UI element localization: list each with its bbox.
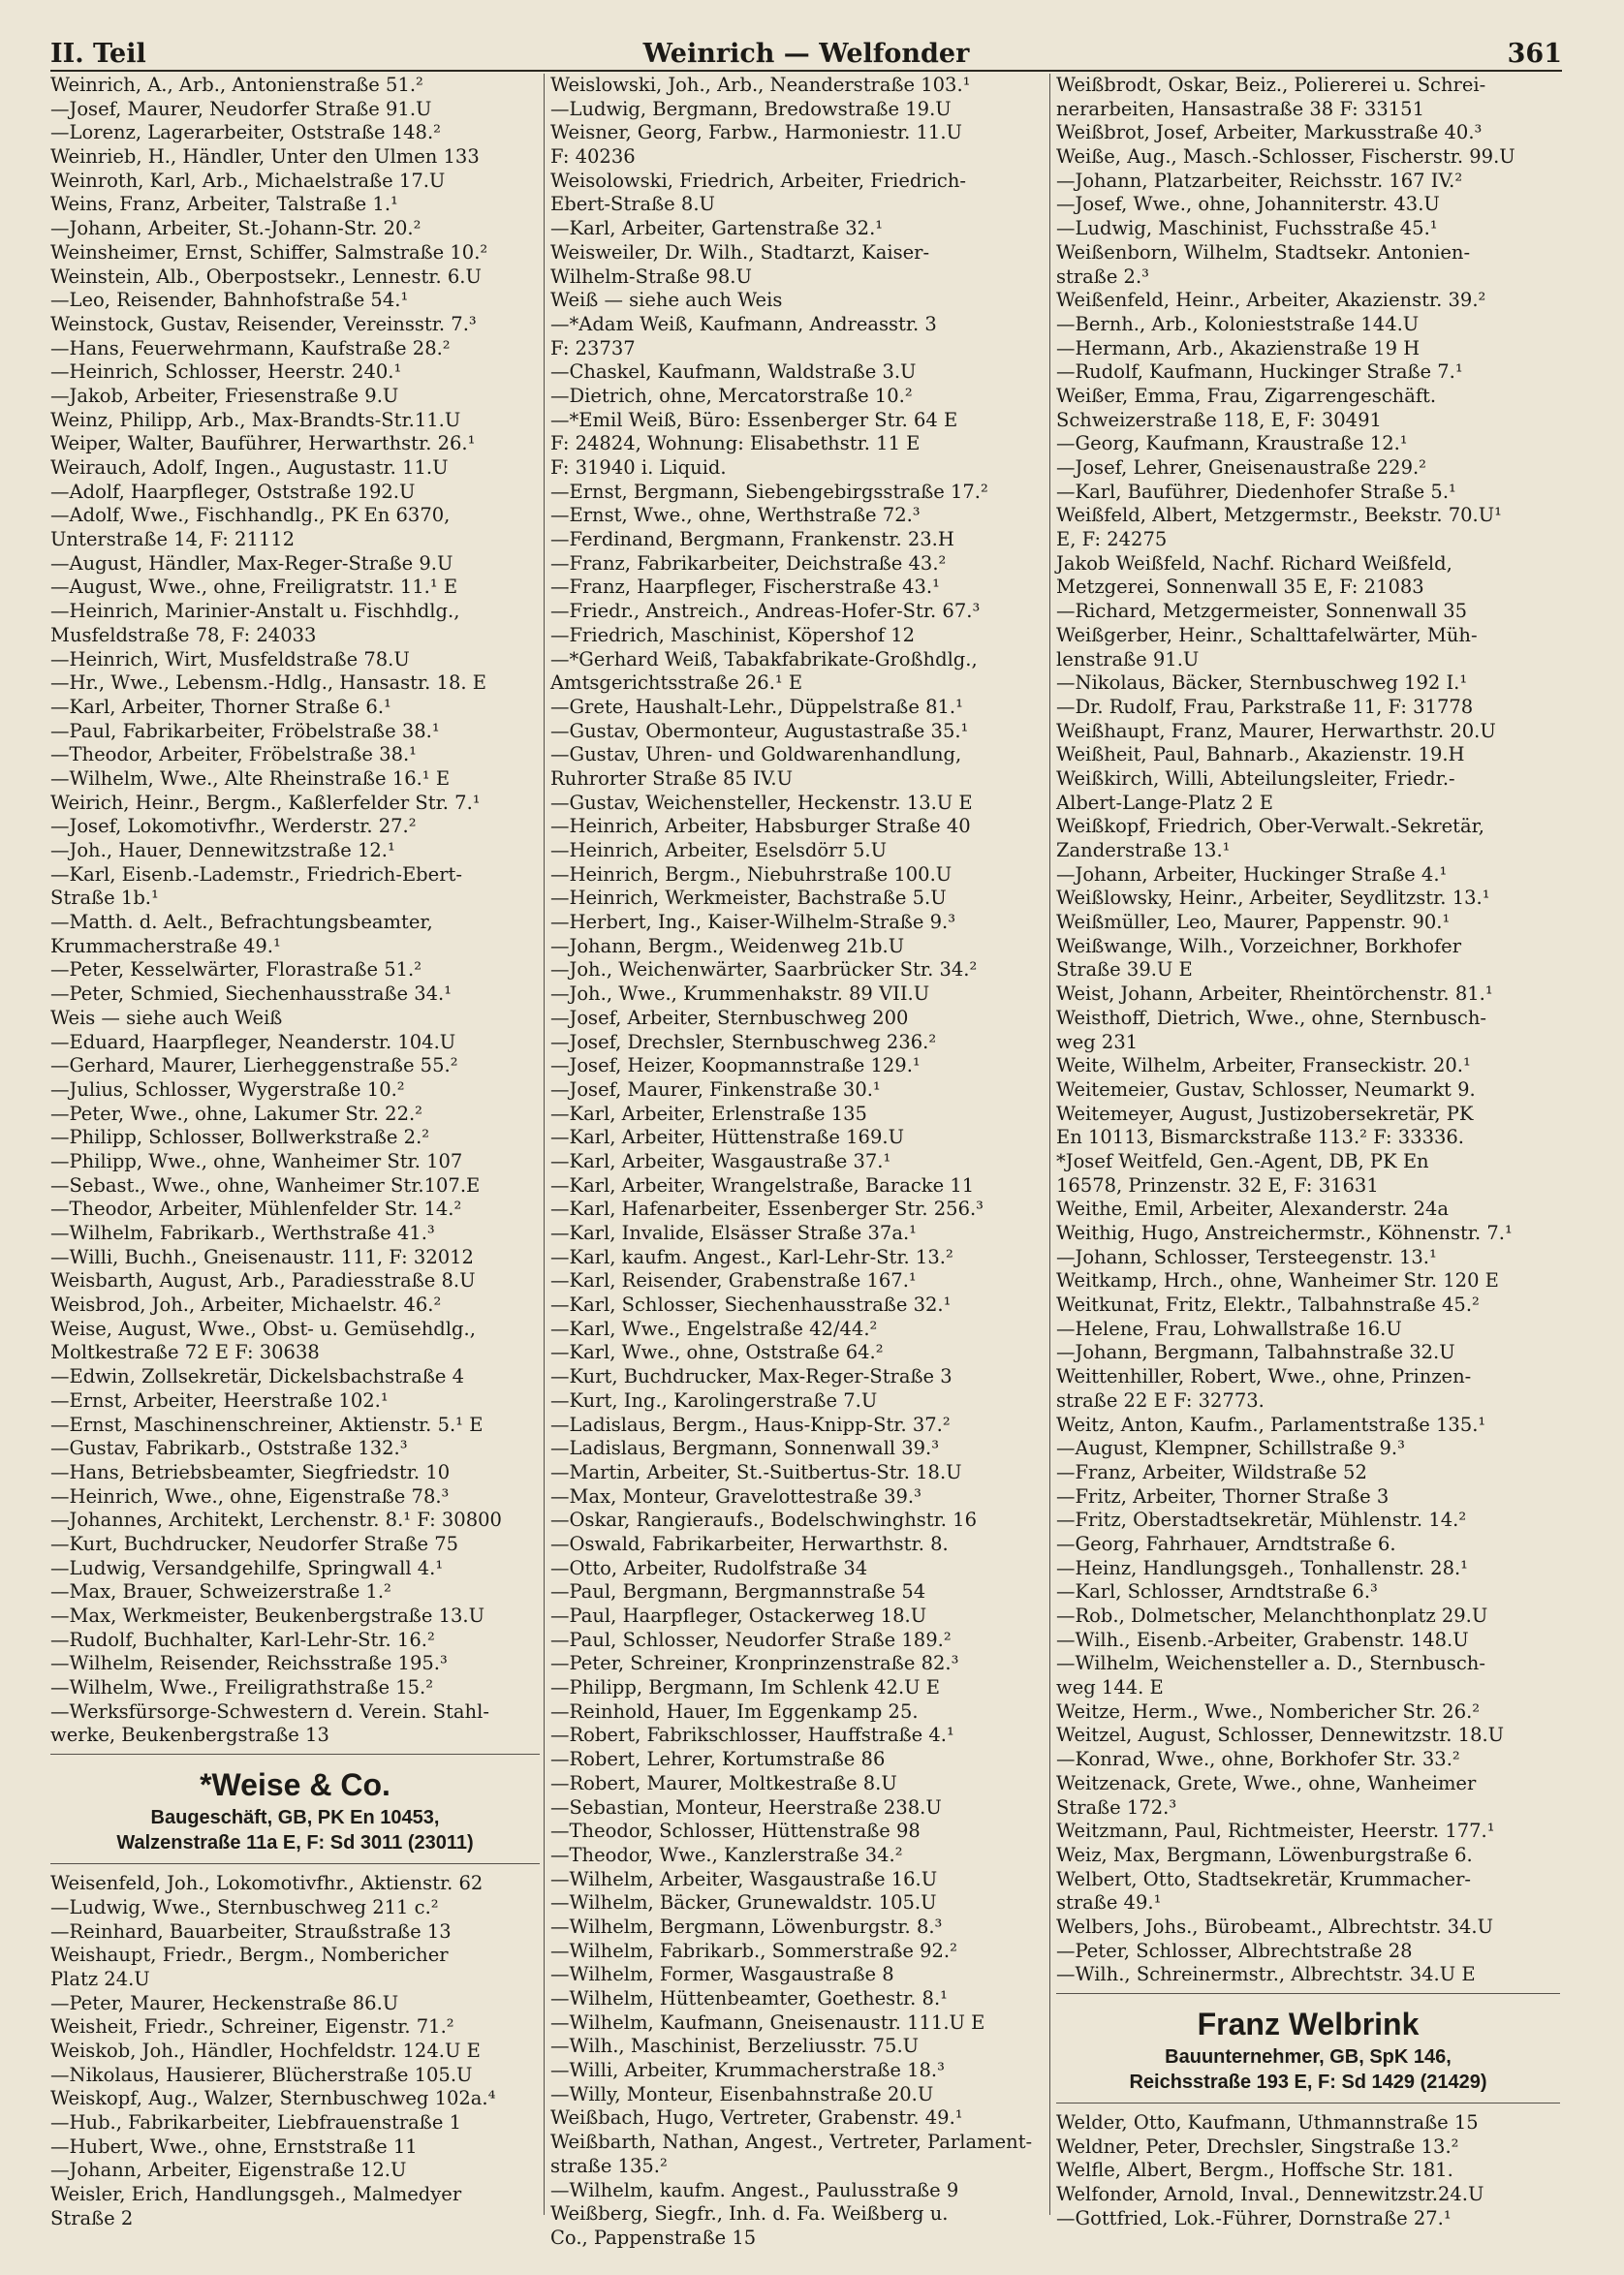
directory-entry: —Wilhelm, Former, Wasgaustraße 8 — [550, 1963, 894, 1986]
directory-entry: —Rob., Dolmetscher, Melanchthonplatz 29.U — [1056, 1605, 1488, 1627]
directory-entry: —Georg, Kaufmann, Kraustraße 12.¹ — [1056, 432, 1408, 455]
directory-entry: Weisheit, Friedr., Schreiner, Eigenstr. 71.² — [50, 2015, 454, 2039]
directory-entry: Amtsgerichtsstraße 26.¹ E — [550, 671, 803, 695]
directory-entry: —Theodor, Wwe., Kanzlerstraße 34.² — [550, 1843, 903, 1866]
directory-entry: —Johann, Arbeiter, Eigenstraße 12.U — [50, 2159, 407, 2182]
directory-entry: —Kurt, Ing., Karolingerstraße 7.U — [550, 1388, 878, 1412]
directory-entry: Straße 2 — [50, 2206, 134, 2229]
directory-entry: —Heinrich, Marinier-Anstalt u. Fischhdlg., — [50, 600, 460, 623]
directory-entry: Weißbach, Hugo, Vertreter, Grabenstr. 49.¹ — [550, 2106, 963, 2130]
directory-entry: —Wilhelm, Fabrikarb., Sommerstraße 92.² — [550, 1939, 957, 1962]
directory-entry: —Robert, Maurer, Moltkestraße 8.U — [550, 1771, 897, 1794]
directory-entry: —Ludwig, Maschinist, Fuchsstraße 45.¹ — [1056, 217, 1438, 240]
directory-entry: —Edwin, Zollsekretär, Dickelsbachstraße 4 — [50, 1365, 465, 1388]
directory-entry: —Peter, Kesselwärter, Florastraße 51.² — [50, 958, 422, 982]
directory-entry: —Adolf, Wwe., Fischhandlg., PK En 6370, — [50, 504, 451, 527]
directory-entry: straße 2.³ — [1056, 265, 1149, 288]
directory-entry: —Josef, Drechsler, Sternbuschweg 236.² — [550, 1030, 937, 1053]
directory-entry: —Heinrich, Arbeiter, Habsburger Straße 40 — [550, 815, 971, 838]
directory-entry: —Friedr., Anstreich., Andreas-Hofer-Str. 67.³ — [550, 600, 981, 623]
directory-entry: —Friedrich, Maschinist, Köpershof 12 — [550, 623, 916, 646]
directory-entry: —Willi, Buchh., Gneisenaustr. 111, F: 32012 — [50, 1245, 474, 1268]
directory-entry: Zanderstraße 13.¹ — [1056, 839, 1231, 861]
directory-entry: —August, Klempner, Schillstraße 9.³ — [1056, 1437, 1405, 1460]
directory-entry: —Franz, Fabrikarbeiter, Deichstraße 43.² — [550, 551, 947, 575]
directory-entry: Weitemeier, Gustav, Schlosser, Neumarkt 9. — [1056, 1077, 1476, 1101]
directory-entry: werke, Beukenbergstraße 13 — [50, 1724, 329, 1747]
directory-entry: Weisler, Erich, Handlungsgeh., Malmedyer — [50, 2183, 462, 2206]
directory-entry: F: 40236 — [550, 145, 636, 169]
directory-entry: —Richard, Metzgermeister, Sonnenwall 35 — [1056, 600, 1468, 623]
directory-entry: lenstraße 91.U — [1056, 647, 1200, 670]
divider — [50, 1863, 540, 1864]
directory-entry: Weiskopf, Aug., Walzer, Sternbuschweg 102a.⁴ — [50, 2087, 496, 2110]
directory-entry: —Gustav, Fabrikarb., Oststraße 132.³ — [50, 1437, 408, 1460]
ad-title: Franz Welbrink — [1197, 2007, 1420, 2041]
directory-entry: —Karl, kaufm. Angest., Karl-Lehr-Str. 13.² — [550, 1245, 953, 1268]
directory-entry: Weithe, Emil, Arbeiter, Alexanderstr. 24a — [1056, 1198, 1450, 1221]
directory-entry: —Josef, Wwe., ohne, Johanniterstr. 43.U — [1056, 193, 1440, 216]
directory-entry: Albert-Lange-Platz 2 E — [1056, 791, 1273, 814]
directory-entry: Schweizerstraße 118, E, F: 30491 — [1056, 408, 1382, 431]
directory-entry: —Karl, Schlosser, Siechenhausstraße 32.¹ — [550, 1293, 952, 1317]
directory-entry: —Martin, Arbeiter, St.-Suitbertus-Str. 18.U — [550, 1460, 962, 1483]
directory-entry: —Dietrich, ohne, Mercatorstraße 10.² — [550, 384, 913, 407]
directory-entry: Welbers, Johs., Bürobeamt., Albrechtstr. 34.U — [1056, 1915, 1494, 1938]
directory-entry: —Johann, Bergmann, Talbahnstraße 32.U — [1056, 1341, 1455, 1364]
directory-entry: —Wilh., Eisenb.-Arbeiter, Grabenstr. 148.U — [1056, 1628, 1469, 1651]
directory-entry: —Josef, Lokomotivfhr., Werderstr. 27.² — [50, 815, 417, 838]
directory-entry: F: 24824, Wohnung: Elisabethstr. 11 E — [550, 432, 921, 455]
directory-entry: Weirauch, Adolf, Ingen., Augustastr. 11.U — [50, 456, 449, 479]
entry-list — [50, 1872, 540, 2230]
directory-entry: weg 231 — [1056, 1030, 1139, 1053]
directory-entry: —Otto, Arbeiter, Rudolfstraße 34 — [550, 1556, 868, 1579]
directory-entry: Weins, Franz, Arbeiter, Talstraße 1.¹ — [50, 193, 398, 216]
directory-entry: —Willi, Arbeiter, Krummacherstraße 18.³ — [550, 2059, 945, 2082]
directory-entry: —Heinrich, Wirt, Musfeldstraße 78.U — [50, 647, 410, 670]
directory-entry: —Philipp, Bergmann, Im Schlenk 42.U E — [550, 1676, 941, 1699]
directory-entry: —Ladislaus, Bergm., Haus-Knipp-Str. 37.² — [550, 1413, 951, 1436]
directory-entry: *Josef Weitfeld, Gen.-Agent, DB, PK En — [1056, 1149, 1429, 1172]
directory-entry: —Chaskel, Kaufmann, Waldstraße 3.U — [550, 360, 917, 384]
running-head: Weinrich — Welfonder — [642, 39, 970, 69]
directory-entry: Weinroth, Karl, Arb., Michaelstraße 17.U — [50, 169, 446, 192]
directory-entry: —Gerhard, Maurer, Lierheggenstraße 55.² — [50, 1054, 458, 1077]
directory-entry: Weisbrod, Joh., Arbeiter, Michaelstr. 46.² — [50, 1293, 442, 1317]
directory-entry: Weißberg, Siegfr., Inh. d. Fa. Weißberg u. — [550, 2202, 949, 2226]
directory-entry: —Herbert, Ing., Kaiser-Wilhelm-Straße 9.³ — [550, 911, 956, 934]
directory-entry: Weißfeld, Albert, Metzgermstr., Beekstr. 70.U¹ — [1056, 504, 1503, 527]
directory-entry: Metzgerei, Sonnenwall 35 E, F: 21083 — [1056, 576, 1424, 599]
directory-entry: —Lorenz, Lagerarbeiter, Oststraße 148.² — [50, 121, 441, 144]
page-number: 361 — [1507, 39, 1562, 69]
directory-entry: —Wilh., Maschinist, Berzeliusstr. 75.U — [550, 2035, 920, 2058]
directory-entry: —Karl, Arbeiter, Wasgaustraße 37.¹ — [550, 1149, 891, 1172]
directory-entry: 16578, Prinzenstr. 32 E, F: 31631 — [1056, 1173, 1379, 1197]
directory-entry: Weisweiler, Dr. Wilh., Stadtarzt, Kaiser- — [550, 240, 930, 264]
directory-entry: —Adolf, Haarpfleger, Oststraße 192.U — [50, 480, 416, 503]
directory-entry: —Georg, Fahrhauer, Arndtstraße 6. — [1056, 1532, 1396, 1555]
directory-entry: Weiß — siehe auch Weis — [550, 289, 783, 312]
directory-entry: —Theodor, Schlosser, Hüttenstraße 98 — [550, 1820, 921, 1843]
directory-entry: —Josef, Lehrer, Gneisenaustraße 229.² — [1056, 456, 1427, 479]
directory-entry: —Josef, Maurer, Neudorfer Straße 91.U — [50, 97, 432, 120]
directory-entry: —Konrad, Wwe., ohne, Borkhofer Str. 33.² — [1056, 1748, 1460, 1771]
directory-entry: —Willy, Monteur, Eisenbahnstraße 20.U — [550, 2082, 934, 2105]
divider — [1056, 1993, 1560, 1994]
directory-entry: Welfonder, Arnold, Inval., Dennewitzstr.24.U — [1056, 2183, 1484, 2206]
directory-entry: —Wilh., Schreinermstr., Albrechtstr. 34.U E — [1056, 1963, 1476, 1986]
directory-entry: Weinstein, Alb., Oberpostsekr., Lennestr. 6.U — [50, 265, 482, 288]
directory-entry: —Josef, Arbeiter, Sternbuschweg 200 — [550, 1006, 909, 1029]
directory-entry: —Karl, Invalide, Elsässer Straße 37a.¹ — [550, 1222, 917, 1244]
directory-entry: Weinstock, Gustav, Reisender, Vereinsstr. 7.³ — [50, 312, 477, 335]
directory-entry: —Eduard, Haarpfleger, Neanderstr. 104.U — [50, 1030, 456, 1053]
directory-entry: Weisolowski, Friedrich, Arbeiter, Friedrich- — [550, 169, 966, 192]
directory-entry: —Franz, Haarpfleger, Fischerstraße 43.¹ — [550, 576, 940, 599]
directory-entry: Weißheit, Paul, Bahnarb., Akazienstr. 19.H — [1056, 743, 1465, 766]
directory-entry: Welfle, Albert, Bergm., Hoffsche Str. 181. — [1056, 2159, 1453, 2182]
directory-entry: —*Gerhard Weiß, Tabakfabrikate-Großhdlg., — [550, 647, 978, 670]
directory-entry: —*Emil Weiß, Büro: Essenberger Str. 64 E — [550, 408, 958, 431]
directory-entry: Straße 1b.¹ — [50, 887, 159, 910]
directory-entry: —Johann, Bergm., Weidenweg 21b.U — [550, 934, 905, 957]
directory-entry: —Ernst, Bergmann, Siebengebirgsstraße 17.² — [550, 480, 988, 503]
directory-entry: Weißer, Emma, Frau, Zigarrengeschäft. — [1056, 384, 1437, 407]
directory-entry: nerarbeiten, Hansastraße 38 F: 33151 — [1056, 97, 1424, 120]
directory-entry: —Ernst, Arbeiter, Heerstraße 102.¹ — [50, 1388, 389, 1412]
directory-entry: —Johann, Platzarbeiter, Reichsstr. 167 IV.² — [1056, 169, 1463, 192]
directory-entry: Weißlowsky, Heinr., Arbeiter, Seydlitzstr. 13.¹ — [1056, 887, 1490, 910]
directory-entry: Weist, Johann, Arbeiter, Rheintörchenstr. 81.¹ — [1056, 982, 1493, 1006]
directory-entry: —Jakob, Arbeiter, Friesenstraße 9.U — [50, 384, 399, 407]
directory-entry: F: 31940 i. Liquid. — [550, 456, 727, 479]
directory-entry: —Oswald, Fabrikarbeiter, Herwarthstr. 8. — [550, 1532, 949, 1555]
entry-list — [1056, 74, 1560, 1987]
directory-entry: —Gustav, Uhren- und Goldwarenhandlung, — [550, 743, 962, 766]
directory-entry: E, F: 24275 — [1056, 528, 1168, 551]
directory-entry: —Peter, Schlosser, Albrechtstraße 28 — [1056, 1939, 1413, 1962]
directory-entry: —Rudolf, Buchhalter, Karl-Lehr-Str. 16.² — [50, 1628, 435, 1651]
directory-entry: Weißbrot, Josef, Arbeiter, Markusstraße 40.³ — [1056, 121, 1483, 144]
advertisement-weise-co — [50, 1764, 540, 1855]
directory-entry: Welder, Otto, Kaufmann, Uthmannstraße 15 — [1056, 2111, 1479, 2134]
directory-entry: —Heinz, Handlungsgeh., Tonhallenstr. 28.¹ — [1056, 1556, 1469, 1579]
directory-entry: —Paul, Fabrikarbeiter, Fröbelstraße 38.¹ — [50, 719, 440, 742]
column-3 — [1056, 74, 1560, 2229]
directory-entry: Jakob Weißfeld, Nachf. Richard Weißfeld, — [1056, 551, 1452, 575]
directory-entry: —Nikolaus, Bäcker, Sternbuschweg 192 I.¹ — [1056, 671, 1468, 695]
directory-entry: Weiz, Max, Bergmann, Löwenburgstraße 6. — [1056, 1843, 1473, 1866]
directory-entry: —Wilhelm, Fabrikarb., Werthstraße 41.³ — [50, 1222, 435, 1244]
directory-entry: —Joh., Hauer, Dennewitzstraße 12.¹ — [50, 839, 395, 861]
directory-entry: —Karl, Wwe., Engelstraße 42/44.² — [550, 1317, 878, 1340]
directory-entry: Weldner, Peter, Drechsler, Singstraße 13.² — [1056, 2135, 1459, 2158]
directory-entry: —Wilhelm, Hüttenbeamter, Goethestr. 8.¹ — [550, 1987, 948, 2010]
directory-entry: Musfeldstraße 78, F: 24033 — [50, 623, 317, 646]
directory-entry: —Leo, Reisender, Bahnhofstraße 54.¹ — [50, 289, 409, 312]
divider — [1056, 2103, 1560, 2104]
directory-entry: straße 49.¹ — [1056, 1891, 1162, 1915]
directory-entry: Weißhaupt, Franz, Maurer, Herwarthstr. 20.U — [1056, 719, 1496, 742]
directory-entry: —Karl, Arbeiter, Hüttenstraße 169.U — [550, 1126, 905, 1149]
directory-entry: —Fritz, Oberstadtsekretär, Mühlenstr. 14.² — [1056, 1509, 1467, 1532]
directory-entry: —Paul, Schlosser, Neudorfer Straße 189.² — [550, 1628, 952, 1651]
ad-line: Baugeschäft, GB, PK En 10453, — [150, 1807, 440, 1829]
directory-entry: —Gottfried, Lok.-Führer, Dornstraße 27.¹ — [1056, 2206, 1452, 2229]
directory-entry: Ruhrorter Straße 85 IV.U — [550, 766, 794, 790]
directory-entry: —Hubert, Wwe., ohne, Ernststraße 11 — [50, 2135, 418, 2158]
directory-entry: —Bernh., Arb., Kolonieststraße 144.U — [1056, 312, 1420, 335]
directory-entry: Weitzmann, Paul, Richtmeister, Heerstr. 177.¹ — [1056, 1820, 1495, 1843]
directory-entry: Moltkestraße 72 E F: 30638 — [50, 1341, 320, 1364]
directory-entry: —Grete, Haushalt-Lehr., Düppelstraße 81.¹ — [550, 695, 963, 718]
directory-entry: —Fritz, Arbeiter, Thorner Straße 3 — [1056, 1484, 1390, 1508]
directory-entry: —Ernst, Maschinenschreiner, Aktienstr. 5.¹ E — [50, 1413, 484, 1436]
part-label: II. Teil — [50, 39, 146, 69]
directory-entry: —*Adam Weiß, Kaufmann, Andreasstr. 3 — [550, 312, 937, 335]
directory-entry: Weiper, Walter, Bauführer, Herwarthstr. 26.¹ — [50, 432, 476, 455]
directory-entry: —Karl, Arbeiter, Thorner Straße 6.¹ — [50, 695, 391, 718]
directory-entry: Weißenborn, Wilhelm, Stadtsekr. Antonien- — [1056, 240, 1471, 264]
directory-entry: —Werksfürsorge-Schwestern d. Verein. Stahl- — [50, 1699, 489, 1723]
directory-entry: —Theodor, Arbeiter, Fröbelstraße 38.¹ — [50, 743, 417, 766]
directory-entry: Weisner, Georg, Farbw., Harmoniestr. 11.U — [550, 121, 962, 144]
directory-entry: Weißbarth, Nathan, Angest., Vertreter, Parlament- — [550, 2131, 1033, 2154]
directory-entry: —Karl, Arbeiter, Wrangelstraße, Baracke 11 — [550, 1173, 975, 1197]
directory-entry: —Karl, Arbeiter, Erlenstraße 135 — [550, 1102, 867, 1125]
directory-entry: Weitemeyer, August, Justizobersekretär, PK — [1056, 1102, 1474, 1125]
directory-entry: Weinrich, A., Arb., Antonienstraße 51.² — [50, 74, 423, 96]
directory-entry: —Hr., Wwe., Lebensm.-Hdlg., Hansastr. 18. E — [50, 671, 486, 695]
column-2 — [550, 74, 1045, 2249]
directory-entry: F: 23737 — [550, 336, 636, 359]
directory-entry: —Dr. Rudolf, Frau, Parkstraße 11, F: 31778 — [1056, 695, 1474, 718]
ad-line: Reichsstraße 193 E, F: Sd 1429 (21429) — [1129, 2072, 1487, 2093]
directory-entry: —Ernst, Wwe., ohne, Werthstraße 72.³ — [550, 504, 921, 527]
directory-entry: —Theodor, Arbeiter, Mühlenfelder Str. 14.² — [50, 1198, 462, 1221]
entry-list — [1056, 2111, 1560, 2230]
directory-entry: —Wilhelm, kaufm. Angest., Paulusstraße 9 — [550, 2178, 959, 2201]
directory-entry: —Ludwig, Versandgehilfe, Springwall 4.¹ — [50, 1556, 444, 1579]
directory-entry: Weißgerber, Heinr., Schalttafelwärter, Müh- — [1056, 623, 1478, 646]
directory-entry: —Nikolaus, Hausierer, Blücherstraße 105.U — [50, 2063, 473, 2086]
directory-entry: —Wilhelm, Arbeiter, Wasgaustraße 16.U — [550, 1867, 938, 1890]
directory-entry: —Karl, Schlosser, Arndtstraße 6.³ — [1056, 1580, 1378, 1604]
directory-entry: —Johann, Schlosser, Tersteegenstr. 13.¹ — [1056, 1245, 1437, 1268]
directory-entry: Weis — siehe auch Weiß — [50, 1006, 283, 1029]
directory-entry: —Wilhelm, Weichensteller a. D., Sternbusch- — [1056, 1652, 1485, 1675]
directory-entry: —Josef, Maurer, Finkenstraße 30.¹ — [550, 1077, 881, 1101]
directory-entry: —Helene, Frau, Lohwallstraße 16.U — [1056, 1317, 1402, 1340]
directory-entry: Weite, Wilhelm, Arbeiter, Franseckistr. 20.¹ — [1056, 1054, 1471, 1077]
directory-entry: —Robert, Lehrer, Kortumstraße 86 — [550, 1748, 886, 1771]
directory-entry: Weitze, Herm., Wwe., Nombericher Str. 26.² — [1056, 1699, 1481, 1723]
directory-entry: —Reinhard, Bauarbeiter, Straußstraße 13 — [50, 1919, 452, 1943]
entry-list — [50, 74, 540, 1748]
directory-entry: —Max, Werkmeister, Beukenbergstraße 13.U — [50, 1605, 485, 1627]
directory-entry: straße 135.² — [550, 2154, 668, 2177]
page-header — [50, 39, 1562, 72]
directory-entry: straße 22 E F: 32773. — [1056, 1388, 1265, 1412]
directory-entry: Weinsheimer, Ernst, Schiffer, Salmstraße 10.² — [50, 240, 488, 264]
directory-entry: Weirich, Heinr., Bergm., Kaßlerfelder Str. 7.¹ — [50, 791, 481, 814]
directory-entry: Weißkirch, Willi, Abteilungsleiter, Friedr.- — [1056, 766, 1455, 790]
column-1 — [50, 74, 540, 2229]
directory-entry: —Philipp, Wwe., ohne, Wanheimer Str. 107 — [50, 1149, 463, 1172]
directory-entry: —Paul, Haarpfleger, Ostackerweg 18.U — [550, 1605, 927, 1627]
directory-entry: —Hans, Feuerwehrmann, Kaufstraße 28.² — [50, 336, 451, 359]
directory-entry: Straße 39.U E — [1056, 958, 1193, 982]
directory-entry: —Wilhelm, Reisender, Reichsstraße 195.³ — [50, 1652, 448, 1675]
directory-entry: —Kurt, Buchdrucker, Neudorfer Straße 75 — [50, 1532, 459, 1555]
directory-entry: —Gustav, Obermonteur, Augustastraße 35.¹ — [550, 719, 969, 742]
directory-entry: Ebert-Straße 8.U — [550, 193, 715, 216]
directory-entry: —Franz, Arbeiter, Wildstraße 52 — [1056, 1460, 1367, 1483]
directory-entry: Weise, August, Wwe., Obst- u. Gemüsehdlg., — [50, 1317, 476, 1340]
directory-entry: —Wilhelm, Bergmann, Löwenburgstr. 8.³ — [550, 1915, 943, 1938]
directory-entry: —Hermann, Arb., Akazienstraße 19 H — [1056, 336, 1421, 359]
directory-entry: Weisenfeld, Joh., Lokomotivfhr., Aktienstr. 62 — [50, 1872, 484, 1895]
directory-entry: —Rudolf, Kaufmann, Huckinger Straße 7.¹ — [1056, 360, 1463, 384]
directory-entry: Unterstraße 14, F: 21112 — [50, 528, 296, 551]
column-divider — [1049, 74, 1050, 2215]
directory-entry: —Max, Monteur, Gravelottestraße 39.³ — [550, 1484, 921, 1508]
directory-entry: —Karl, Arbeiter, Gartenstraße 32.¹ — [550, 217, 884, 240]
directory-entry: —Gustav, Weichensteller, Heckenstr. 13.U E — [550, 791, 973, 814]
directory-entry: En 10113, Bismarckstraße 113.² F: 33336. — [1056, 1126, 1464, 1149]
directory-entry: Weißbrodt, Oskar, Beiz., Poliererei u. Schrei- — [1056, 74, 1486, 96]
directory-entry: Krummacherstraße 49.¹ — [50, 934, 281, 957]
directory-entry: —Karl, Bauführer, Diedenhofer Straße 5.¹ — [1056, 480, 1456, 503]
directory-entry: —Joh., Weichenwärter, Saarbrücker Str. 34.² — [550, 958, 978, 982]
column-divider — [544, 74, 545, 2215]
directory-entry: —Peter, Maurer, Heckenstraße 86.U — [50, 1991, 399, 2014]
directory-entry: —Reinhold, Hauer, Im Eggenkamp 25. — [550, 1699, 919, 1723]
directory-entry: Weisbarth, August, Arb., Paradiesstraße 8.U — [50, 1269, 476, 1293]
directory-entry: Wilhelm-Straße 98.U — [550, 265, 752, 288]
directory-entry: —August, Händler, Max-Reger-Straße 9.U — [50, 551, 453, 575]
divider — [50, 1754, 540, 1755]
directory-entry: —Johannes, Architekt, Lerchenstr. 8.¹ F: 30800 — [50, 1509, 502, 1532]
directory-entry: —August, Wwe., ohne, Freiligratstr. 11.¹ E — [50, 576, 458, 599]
directory-entry: —Ferdinand, Bergmann, Frankenstr. 23.H — [550, 528, 954, 551]
directory-entry: Weinrieb, H., Händler, Unter den Ulmen 133 — [50, 145, 480, 169]
directory-entry: —Johann, Arbeiter, St.-Johann-Str. 20.² — [50, 217, 422, 240]
directory-entry: —Ludwig, Wwe., Sternbuschweg 211 c.² — [50, 1895, 439, 1918]
directory-entry: Weisthoff, Dietrich, Wwe., ohne, Sternbusch- — [1056, 1006, 1487, 1029]
directory-entry: Weitkunat, Fritz, Elektr., Talbahnstraße 45.² — [1056, 1293, 1480, 1317]
directory-entry: —Wilhelm, Kaufmann, Gneisenaustr. 111.U E — [550, 2010, 985, 2034]
directory-entry: Platz 24.U — [50, 1967, 150, 1990]
directory-entry: —Matth. d. Aelt., Befrachtungsbeamter, — [50, 911, 433, 934]
directory-entry: —Ludwig, Bergmann, Bredowstraße 19.U — [550, 97, 952, 120]
directory-entry: —Wilhelm, Bäcker, Grunewaldstr. 105.U — [550, 1891, 937, 1915]
advertisement-franz-welbrink — [1056, 2004, 1560, 2095]
directory-entry: Straße 172.³ — [1056, 1795, 1177, 1819]
directory-entry: —Heinrich, Schlosser, Heerstr. 240.¹ — [50, 360, 402, 384]
directory-entry: Welbert, Otto, Stadtsekretär, Krummacher- — [1056, 1867, 1471, 1890]
ad-line: Walzenstraße 11a E, F: Sd 3011 (23011) — [116, 1832, 474, 1854]
directory-entry: —Karl, Eisenb.-Lademstr., Friedrich-Ebert- — [50, 862, 462, 886]
directory-entry: —Heinrich, Werkmeister, Bachstraße 5.U — [550, 887, 947, 910]
directory-entry: —Johann, Arbeiter, Huckinger Straße 4.¹ — [1056, 862, 1448, 886]
directory-entry: —Robert, Fabrikschlosser, Hauffstraße 4.¹ — [550, 1724, 954, 1747]
directory-entry: —Karl, Hafenarbeiter, Essenberger Str. 256.³ — [550, 1198, 984, 1221]
directory-entry: Co., Pappenstraße 15 — [550, 2226, 757, 2249]
directory-entry: —Peter, Schmied, Siechenhausstraße 34.¹ — [50, 982, 453, 1006]
directory-entry: —Hans, Betriebsbeamter, Siegfriedstr. 10 — [50, 1460, 451, 1483]
directory-entry: Weißmüller, Leo, Maurer, Pappenstr. 90.¹ — [1056, 911, 1451, 934]
directory-entry: —Ladislaus, Bergmann, Sonnenwall 39.³ — [550, 1437, 940, 1460]
directory-entry: Weißwange, Wilh., Vorzeichner, Borkhofer — [1056, 934, 1462, 957]
directory-entry: —Josef, Heizer, Koopmannstraße 129.¹ — [550, 1054, 921, 1077]
ad-line: Bauunternehmer, GB, SpK 146, — [1165, 2046, 1452, 2068]
directory-entry: —Heinrich, Wwe., ohne, Eigenstraße 78.³ — [50, 1484, 450, 1508]
directory-entry: Weishaupt, Friedr., Bergm., Nombericher — [50, 1944, 449, 1967]
directory-entry: —Wilhelm, Wwe., Freiligrathstraße 15.² — [50, 1676, 434, 1699]
directory-entry: —Peter, Wwe., ohne, Lakumer Str. 22.² — [50, 1102, 423, 1125]
directory-entry: Weislowski, Joh., Arb., Neanderstraße 103.¹ — [550, 74, 971, 96]
directory-entry: —Heinrich, Bergm., Niebuhrstraße 100.U — [550, 862, 953, 886]
directory-entry: Weitzenack, Grete, Wwe., ohne, Wanheimer — [1056, 1771, 1477, 1794]
directory-entry: —Peter, Schreiner, Kronprinzenstraße 82.³ — [550, 1652, 959, 1675]
directory-entry: Weiße, Aug., Masch.-Schlosser, Fischerstr. 99.U — [1056, 145, 1515, 169]
directory-entry: Weitz, Anton, Kaufm., Parlamentstraße 135.¹ — [1056, 1413, 1486, 1436]
directory-entry: —Wilhelm, Wwe., Alte Rheinstraße 16.¹ E — [50, 766, 451, 790]
directory-entry: —Philipp, Schlosser, Bollwerkstraße 2.² — [50, 1126, 430, 1149]
directory-entry: —Heinrich, Arbeiter, Eselsdörr 5.U — [550, 839, 888, 861]
directory-entry: Weitzel, August, Schlosser, Dennewitzstr. 18.U — [1056, 1724, 1505, 1747]
directory-entry: —Sebastian, Monteur, Heerstraße 238.U — [550, 1795, 942, 1819]
directory-entry: —Sebast., Wwe., ohne, Wanheimer Str.107.E — [50, 1173, 481, 1197]
directory-entry: Weiskob, Joh., Händler, Hochfeldstr. 124.U E — [50, 2039, 481, 2062]
directory-entry: —Oskar, Rangieraufs., Bodelschwinghstr. 16 — [550, 1509, 977, 1532]
directory-entry: —Karl, Reisender, Grabenstraße 167.¹ — [550, 1269, 917, 1293]
directory-entry: —Joh., Wwe., Krummenhakstr. 89 VII.U — [550, 982, 930, 1006]
directory-entry: —Julius, Schlosser, Wygerstraße 10.² — [50, 1077, 405, 1101]
entry-list — [550, 74, 1045, 2251]
directory-entry: —Hub., Fabrikarbeiter, Liebfrauenstraße 1 — [50, 2111, 461, 2134]
directory-entry: —Kurt, Buchdrucker, Max-Reger-Straße 3 — [550, 1365, 953, 1388]
directory-entry: Weißenfeld, Heinr., Arbeiter, Akazienstr. 39.² — [1056, 289, 1486, 312]
directory-entry: weg 144. E — [1056, 1676, 1164, 1699]
directory-entry: —Paul, Bergmann, Bergmannstraße 54 — [550, 1580, 926, 1604]
directory-entry: —Karl, Wwe., ohne, Oststraße 64.² — [550, 1341, 884, 1364]
directory-entry: Weithig, Hugo, Anstreichermstr., Köhnenstr. 7.¹ — [1056, 1222, 1513, 1244]
directory-entry: Weitkamp, Hrch., ohne, Wanheimer Str. 120 E — [1056, 1269, 1499, 1293]
directory-entry: —Max, Brauer, Schweizerstraße 1.² — [50, 1580, 391, 1604]
directory-entry: Weinz, Philipp, Arb., Max-Brandts-Str.11.U — [50, 408, 461, 431]
directory-entry: Weißkopf, Friedrich, Ober-Verwalt.-Sekretär, — [1056, 815, 1485, 838]
directory-entry: Weittenhiller, Robert, Wwe., ohne, Prinzen- — [1056, 1365, 1472, 1388]
ad-title: *Weise & Co. — [200, 1767, 390, 1803]
